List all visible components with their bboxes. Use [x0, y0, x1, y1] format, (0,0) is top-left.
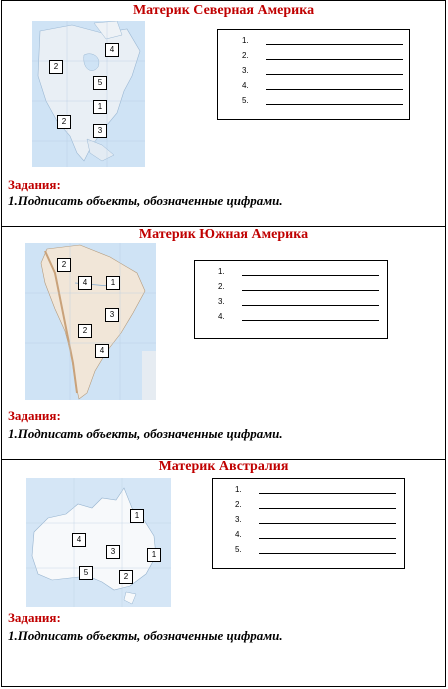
- answer-line[interactable]: [242, 95, 397, 110]
- worksheet: [1, 0, 446, 687]
- answer-number: 1.: [242, 36, 249, 45]
- answer-number: 3.: [235, 515, 242, 524]
- answer-box: [212, 478, 405, 569]
- map-marker: 5: [79, 566, 93, 580]
- answer-line[interactable]: [218, 266, 373, 281]
- answer-line[interactable]: [235, 544, 390, 559]
- map-marker: 4: [72, 533, 86, 547]
- map-marker: 2: [119, 570, 133, 584]
- north-america-map: [32, 21, 145, 167]
- answer-blank-line: [259, 538, 396, 539]
- section-australia: [2, 459, 445, 687]
- answer-line[interactable]: [218, 296, 373, 311]
- answer-number: 4.: [235, 530, 242, 539]
- answer-list: [235, 484, 390, 559]
- map-marker: 1: [130, 509, 144, 523]
- map-marker: 5: [93, 76, 107, 90]
- answer-blank-line: [242, 320, 379, 321]
- answer-blank-line: [266, 44, 403, 45]
- answer-blank-line: [266, 104, 403, 105]
- map-marker: 4: [105, 43, 119, 57]
- answer-number: 5.: [235, 545, 242, 554]
- answer-number: 3.: [242, 66, 249, 75]
- answer-line[interactable]: [242, 80, 397, 95]
- answer-line[interactable]: [218, 311, 373, 326]
- answer-line[interactable]: [235, 514, 390, 529]
- map-marker: 1: [147, 548, 161, 562]
- south-america-map-image: [25, 243, 156, 400]
- answer-number: 5.: [242, 96, 249, 105]
- answer-number: 1.: [235, 485, 242, 494]
- answer-blank-line: [259, 553, 396, 554]
- section-south-america: [2, 226, 445, 460]
- section-title: Материк Южная Америка: [138, 227, 309, 242]
- answer-line[interactable]: [242, 35, 397, 50]
- answer-line[interactable]: [218, 281, 373, 296]
- answer-blank-line: [242, 275, 379, 276]
- north-america-map-image: [32, 21, 145, 167]
- answer-number: 1.: [218, 267, 225, 276]
- map-marker: 4: [95, 344, 109, 358]
- answer-box: [194, 260, 388, 339]
- tasks-heading: Задания:: [8, 610, 61, 625]
- answer-number: 2.: [218, 282, 225, 291]
- answer-line[interactable]: [235, 484, 390, 499]
- answer-line[interactable]: [242, 50, 397, 65]
- tasks-heading: Задания:: [8, 408, 61, 423]
- answer-blank-line: [266, 89, 403, 90]
- answer-line[interactable]: [235, 499, 390, 514]
- answer-number: 2.: [235, 500, 242, 509]
- section-title: Материк Северная Америка: [132, 3, 315, 18]
- answer-blank-line: [266, 74, 403, 75]
- answer-number: 3.: [218, 297, 225, 306]
- answer-number: 4.: [218, 312, 225, 321]
- map-marker: 3: [106, 545, 120, 559]
- section-north-america: [2, 1, 445, 227]
- tasks-text: 1.Подписать объекты, обозначенные цифрами.: [8, 628, 283, 643]
- map-marker: 1: [93, 100, 107, 114]
- answer-box: [217, 29, 410, 120]
- answer-list: [242, 35, 397, 110]
- answer-number: 2.: [242, 51, 249, 60]
- map-marker: 2: [57, 258, 71, 272]
- map-marker: 3: [93, 124, 107, 138]
- answer-blank-line: [242, 290, 379, 291]
- answer-line[interactable]: [242, 65, 397, 80]
- section-title: Материк Австралия: [158, 459, 289, 474]
- australia-map-image: [26, 478, 171, 607]
- map-marker: 3: [105, 308, 119, 322]
- map-marker: 1: [106, 276, 120, 290]
- tasks-text: 1.Подписать объекты, обозначенные цифрами.: [8, 193, 283, 208]
- map-marker: 2: [57, 115, 71, 129]
- tasks-heading: Задания:: [8, 177, 61, 192]
- answer-blank-line: [266, 59, 403, 60]
- australia-map: [26, 478, 171, 607]
- answer-blank-line: [259, 508, 396, 509]
- answer-blank-line: [259, 493, 396, 494]
- answer-blank-line: [242, 305, 379, 306]
- answer-line[interactable]: [235, 529, 390, 544]
- map-marker: 2: [49, 60, 63, 74]
- answer-blank-line: [259, 523, 396, 524]
- south-america-map: [25, 243, 156, 400]
- tasks-text: 1.Подписать объекты, обозначенные цифрами.: [8, 426, 283, 441]
- answer-list: [218, 266, 373, 326]
- map-marker: 4: [78, 276, 92, 290]
- answer-number: 4.: [242, 81, 249, 90]
- map-marker: 2: [78, 324, 92, 338]
